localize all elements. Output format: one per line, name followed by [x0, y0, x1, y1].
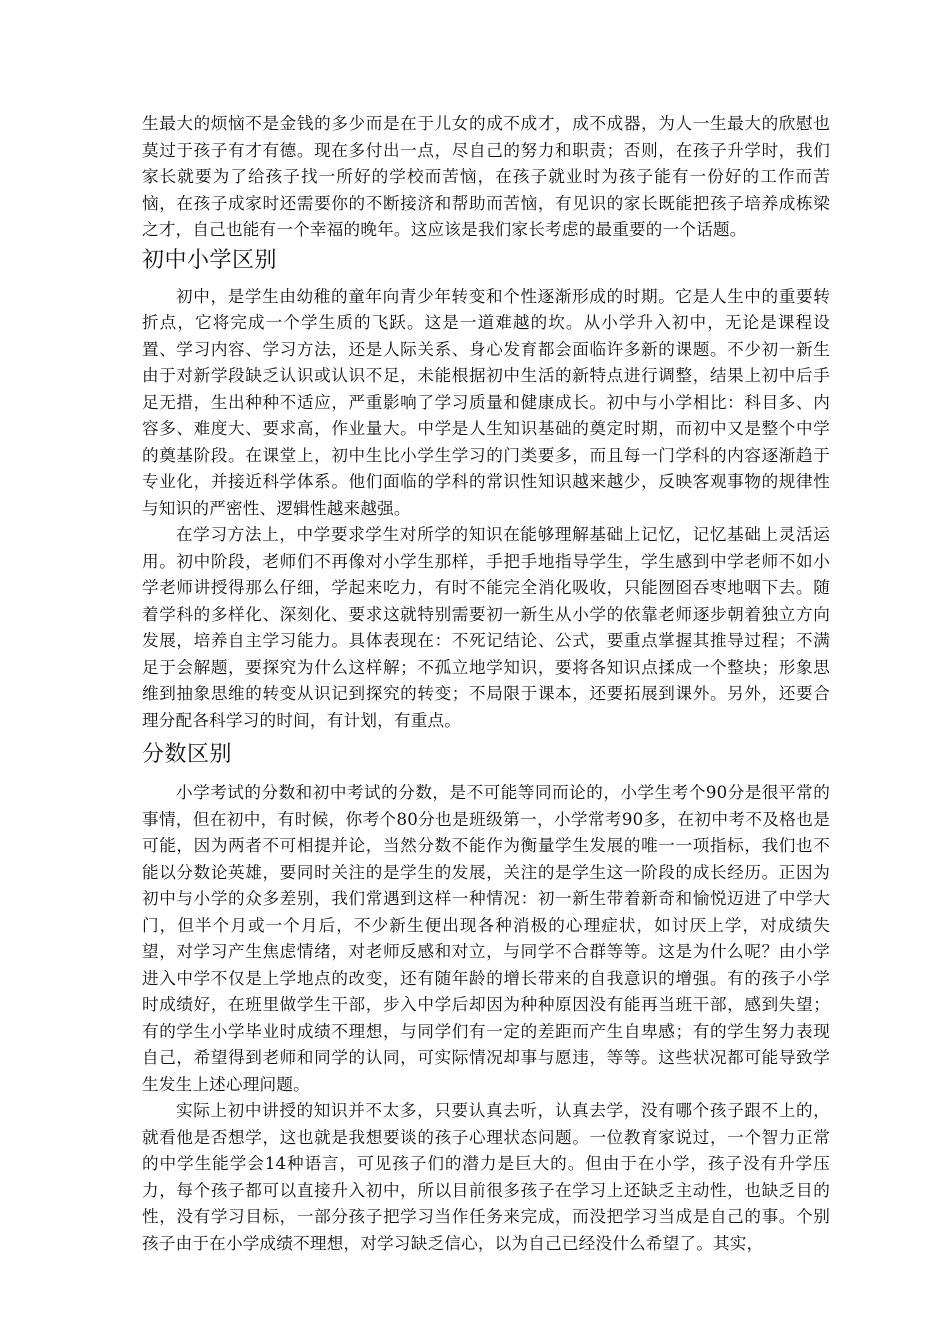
section2-paragraph-2: 实际上初中讲授的知识并不太多，只要认真去听，认真去学，没有哪个孩子跟不上的，就看他是否想学，这也就是我想要谈的孩子心理状态问题。一位教育家说过，一个智力正常的中学生能学会14种语言，可见孩子们的潜力是巨大的。但由于在小学，孩子没有升学压力，每个孩子都可以直接升入初中，所以目前很多孩子在学习上还缺乏主动性，也缺乏目的性，没有学习目标，一部分孩子把学习当作任务来完成，而没把学习当成是自己的事。个别孩子由于在小学成绩不理想，对学习缺乏信心，以为自己已经没什么希望了。其实，: [142, 1101, 830, 1253]
section1-paragraph-2: 在学习方法上，中学要求学生对所学的知识在能够理解基础上记忆，记忆基础上灵活运用。初中阶段，老师们不再像对小学生那样，手把手地指导学生，学生感到中学老师不如小学老师讲授得那么仔细，学起来吃力，有时不能完全消化吸收，只能囫囵吞枣地咽下去。随着学科的多样化、深刻化、要求这就特别需要初一新生从小学的依靠老师逐步朝着独立方向发展，培养自主学习能力。具体表现在：不死记结论、公式，要重点掌握其推导过程；不满足于会解题，要探究为什么这样解；不孤立地学知识，要将各知识点揉成一个整块；形象思维到抽象思维的转变从识记到探究的转变；不局限于课本，还要拓展到课外。另外，还要合理分配各科学习的时间，有计划，有重点。: [142, 525, 830, 730]
section-heading-score-difference: 分数区别: [142, 742, 233, 767]
section-heading-junior-vs-primary: 初中小学区别: [142, 247, 278, 273]
section2-paragraph-1: 小学考试的分数和初中考试的分数，是不可能等同而论的，小学生考个90分是很平常的事情，但在初中，有时候，你考个80分也是班级第一，小学常考90多，在初中考不及格也是可能，因为两者不可相提并论，当然分数不能作为衡量学生发展的唯一一项指标，我们也不能以分数论英雄，要同时关注的是学生的发展，关注的是学生这一阶段的成长经历。正因为初中与小学的众多差别，我们常遇到这样一种情况：初一新生带着新奇和愉悦迈进了中学大门，但半个月或一个月后，不少新生便出现各种消极的心理症状，如讨厌上学，对成绩失望，对学习产生焦虑情绪，对老师反感和对立，与同学不合群等等。这是为什么呢？由小学进入中学不仅是上学地点的改变，还有随年龄的增长带来的自我意识的增强。有的孩子小学时成绩好，在班里做学生干部，步入中学后却因为种种原因没有能再当班干部，感到失望；有的学生小学毕业时成绩不理想，与同学们有一定的差距而产生自卑感；有的学生努力表现自己，希望得到老师和同学的认同，可实际情况却事与愿违，等等。这些状况都可能导致学生发生上述心理问题。: [142, 783, 830, 1094]
section1-paragraph-1: 初中，是学生由幼稚的童年向青少年转变和个性逐渐形成的时期。它是人生中的重要转折点，它将完成一个学生质的飞跃。这是一道难越的坎。从小学升入初中，无论是课程设置、学习内容、学习方法，还是人际关系、身心发育都会面临许多新的课题。不少初一新生由于对新学段缺乏认识或认识不足，未能根据初中生活的新特点进行调整，结果上初中后手足无措，生出种种不适应，严重影响了学习质量和健康成长。初中与小学相比：科目多、内容多、难度大、要求高，作业量大。中学是人生知识基础的奠定时期，而初中又是整个中学的奠基阶段。在课堂上，初中生比小学生学习的门类要多，而且每一门学科的内容逐渐趋于专业化，并接近科学体系。他们面临的学科的常识性知识越来越少，反映客观事物的规律性与知识的严密性、逻辑性越来越强。: [142, 286, 830, 518]
document-page: [142, 111, 830, 1257]
intro-paragraph: 生最大的烦恼不是金钱的多少而是在于儿女的成不成才，成不成器，为人一生最大的欣慰也莫过于孩子有才有德。现在多付出一点，尽自己的努力和职责；否则，在孩子升学时，我们家长就要为了给孩子找一所好的学校而苦恼，在孩子就业时为孩子能有一份好的工作而苦恼，在孩子成家时还需要你的不断接济和帮助而苦恼，有见识的家长既能把孩子培养成栋梁之才，自己也能有一个幸福的晚年。这应该是我们家长考虑的最重要的一个话题。: [142, 114, 830, 239]
